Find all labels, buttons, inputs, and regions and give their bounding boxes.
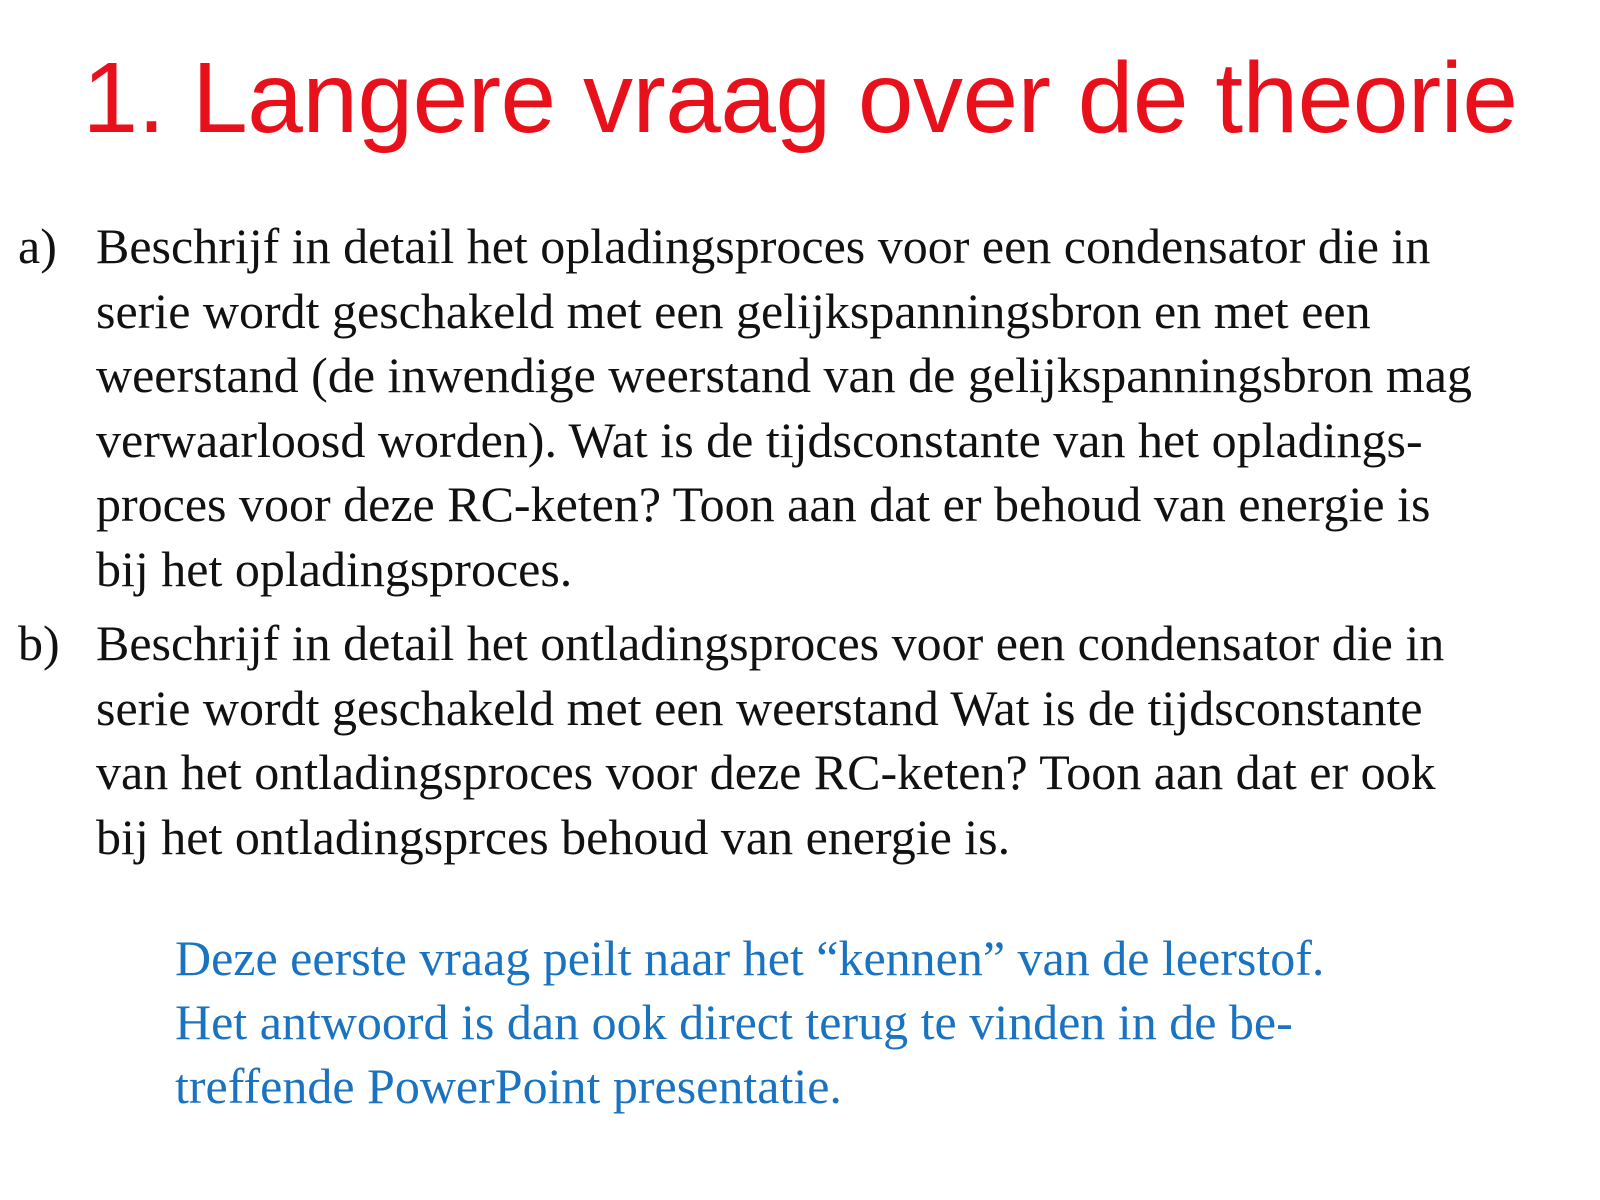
question-a-line: bij het opladingsproces. [96, 540, 573, 597]
question-b-line: serie wordt geschakeld met een weerstand Wat is de tijdsconstante [96, 679, 1423, 736]
question-a-line: Beschrijf in detail het opladingsproces voor een condensator die in [96, 218, 1431, 274]
question-a [18, 214, 1588, 601]
question-a-marker: a) [18, 218, 57, 274]
question-b-line: van het ontladingsproces voor deze RC-keten? Toon aan dat er ook [96, 744, 1436, 800]
question-b-line: bij het ontladingsprces behoud van energie is. [96, 808, 1011, 865]
teacher-note-line: treffende PowerPoint presentatie. [175, 1058, 842, 1114]
question-b-line: Beschrijf in detail het ontladingsproces voor een condensator die in [96, 615, 1445, 671]
question-b-text [96, 611, 1588, 869]
question-a-line: serie wordt geschakeld met een gelijkspanningsbron en met een [96, 282, 1371, 339]
question-a-line: weerstand (de inwendige weerstand van de gelijkspanningsbron mag [96, 347, 1472, 403]
question-a-text [96, 214, 1588, 601]
teacher-note [175, 926, 1435, 1118]
question-a-line: verwaarloosd worden). Wat is de tijdsconstante van het opladings- [96, 411, 1423, 468]
teacher-note-line: Het antwoord is dan ook direct terug te vinden in de be- [175, 994, 1293, 1050]
teacher-note-line: Deze eerste vraag peilt naar het “kennen” van de leerstof. [175, 930, 1325, 986]
slide-title: 1. Langere vraag over de theorie [82, 42, 1518, 154]
question-b-marker: b) [18, 615, 60, 671]
question-b [18, 611, 1588, 869]
question-a-line: proces voor deze RC-keten? Toon aan dat er behoud van energie is [96, 476, 1431, 532]
